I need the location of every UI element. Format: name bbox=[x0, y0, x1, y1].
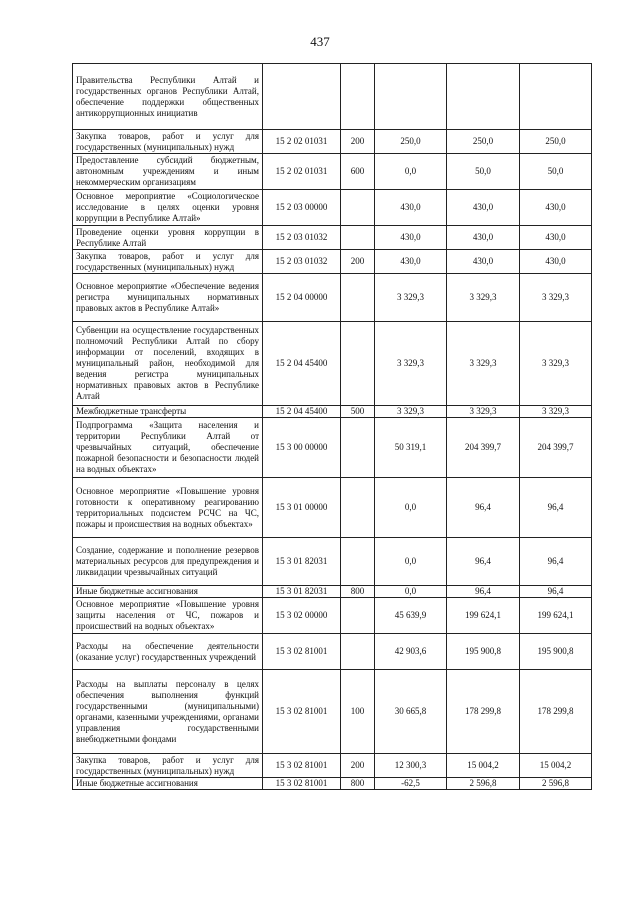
table-row bbox=[73, 64, 592, 130]
row-amount-year1: 42 903,6 bbox=[375, 634, 447, 670]
row-amount-year3: 430,0 bbox=[520, 250, 592, 274]
table-row bbox=[73, 274, 592, 322]
row-amount-year1: 3 329,3 bbox=[375, 322, 447, 406]
row-amount-year1: 430,0 bbox=[375, 226, 447, 250]
row-name: Закупка товаров, работ и услуг для государственных (муниципальных) нужд bbox=[73, 250, 263, 274]
row-name: Расходы на выплаты персоналу в целях обеспечения выполнения функций государственными (муниципальными) органами, казенными учреждениями, органами управления государственными внебюджетными фондами bbox=[73, 670, 263, 754]
table-row bbox=[73, 154, 592, 190]
table-row bbox=[73, 478, 592, 538]
row-code: 15 3 02 00000 bbox=[263, 598, 341, 634]
row-code: 15 2 02 01031 bbox=[263, 154, 341, 190]
row-name: Иные бюджетные ассигнования bbox=[73, 586, 263, 598]
row-amount-year2: 3 329,3 bbox=[447, 322, 520, 406]
row-expense-type bbox=[341, 418, 375, 478]
row-amount-year1: 12 300,3 bbox=[375, 754, 447, 778]
row-name: Закупка товаров, работ и услуг для государственных (муниципальных) нужд bbox=[73, 130, 263, 154]
table-row bbox=[73, 250, 592, 274]
row-amount-year2: 178 299,8 bbox=[447, 670, 520, 754]
row-code: 15 2 04 45400 bbox=[263, 406, 341, 418]
row-amount-year1: 30 665,8 bbox=[375, 670, 447, 754]
row-amount-year1: 0,0 bbox=[375, 586, 447, 598]
row-name: Иные бюджетные ассигнования bbox=[73, 778, 263, 790]
row-code: 15 3 01 82031 bbox=[263, 538, 341, 586]
row-expense-type bbox=[341, 634, 375, 670]
row-amount-year1: 430,0 bbox=[375, 190, 447, 226]
row-amount-year1: -62,5 bbox=[375, 778, 447, 790]
row-amount-year3: 15 004,2 bbox=[520, 754, 592, 778]
table-row bbox=[73, 538, 592, 586]
row-expense-type: 200 bbox=[341, 250, 375, 274]
row-expense-type bbox=[341, 322, 375, 406]
row-amount-year3: 3 329,3 bbox=[520, 322, 592, 406]
row-name: Субвенции на осуществление государственных полномочий Республики Алтай по сбору информации от поселений, входящих в муниципальный район, необходимой для ведения регистра муниципальных нормативных правовых актов в Республике Алтай bbox=[73, 322, 263, 406]
row-code: 15 2 03 01032 bbox=[263, 226, 341, 250]
row-code: 15 3 02 81001 bbox=[263, 634, 341, 670]
row-amount-year3: 430,0 bbox=[520, 190, 592, 226]
row-amount-year3: 250,0 bbox=[520, 130, 592, 154]
row-expense-type bbox=[341, 64, 375, 130]
row-amount-year1: 430,0 bbox=[375, 250, 447, 274]
row-name: Расходы на обеспечение деятельности (оказание услуг) государственных учреждений bbox=[73, 634, 263, 670]
row-amount-year2: 204 399,7 bbox=[447, 418, 520, 478]
row-amount-year3: 195 900,8 bbox=[520, 634, 592, 670]
row-name: Основное мероприятие «Социологическое исследование в целях оценки уровня коррупции в Республике Алтай» bbox=[73, 190, 263, 226]
row-amount-year2: 96,4 bbox=[447, 538, 520, 586]
row-code: 15 3 00 00000 bbox=[263, 418, 341, 478]
row-code: 15 3 01 00000 bbox=[263, 478, 341, 538]
row-amount-year1: 0,0 bbox=[375, 154, 447, 190]
row-name: Закупка товаров, работ и услуг для государственных (муниципальных) нужд bbox=[73, 754, 263, 778]
table-row bbox=[73, 598, 592, 634]
row-expense-type: 200 bbox=[341, 754, 375, 778]
table-row bbox=[73, 754, 592, 778]
row-amount-year1: 0,0 bbox=[375, 478, 447, 538]
table-row bbox=[73, 190, 592, 226]
row-amount-year2: 96,4 bbox=[447, 586, 520, 598]
row-expense-type: 500 bbox=[341, 406, 375, 418]
table-row bbox=[73, 670, 592, 754]
row-amount-year3: 96,4 bbox=[520, 586, 592, 598]
row-name: Предоставление субсидий бюджетным, автономным учреждениям и иным некоммерческим организациям bbox=[73, 154, 263, 190]
row-amount-year2: 96,4 bbox=[447, 478, 520, 538]
row-expense-type: 200 bbox=[341, 130, 375, 154]
row-amount-year2: 15 004,2 bbox=[447, 754, 520, 778]
row-name: Основное мероприятие «Обеспечение ведения регистра муниципальных нормативных правовых актов в Республике Алтай» bbox=[73, 274, 263, 322]
table-row bbox=[73, 634, 592, 670]
row-amount-year1: 3 329,3 bbox=[375, 406, 447, 418]
row-name: Создание, содержание и пополнение резервов материальных ресурсов для предупреждения и ликвидации чрезвычайных ситуаций bbox=[73, 538, 263, 586]
row-name: Основное мероприятие «Повышение уровня защиты населения от ЧС, пожаров и происшествий на водных объектах» bbox=[73, 598, 263, 634]
row-amount-year1 bbox=[375, 64, 447, 130]
row-code: 15 3 01 82031 bbox=[263, 586, 341, 598]
row-code: 15 2 04 00000 bbox=[263, 274, 341, 322]
row-amount-year3: 2 596,8 bbox=[520, 778, 592, 790]
row-code: 15 3 02 81001 bbox=[263, 754, 341, 778]
row-code: 15 2 03 00000 bbox=[263, 190, 341, 226]
row-amount-year3: 96,4 bbox=[520, 538, 592, 586]
row-amount-year2: 430,0 bbox=[447, 190, 520, 226]
row-name: Подпрограмма «Защита населения и территории Республики Алтай от чрезвычайных ситуаций, обеспечение пожарной безопасности и безопасности людей на водных объектах» bbox=[73, 418, 263, 478]
row-amount-year2: 195 900,8 bbox=[447, 634, 520, 670]
row-code: 15 2 02 01031 bbox=[263, 130, 341, 154]
table-row bbox=[73, 226, 592, 250]
row-amount-year3: 96,4 bbox=[520, 478, 592, 538]
row-amount-year3: 199 624,1 bbox=[520, 598, 592, 634]
row-expense-type: 100 bbox=[341, 670, 375, 754]
row-amount-year2: 430,0 bbox=[447, 250, 520, 274]
row-amount-year2: 3 329,3 bbox=[447, 274, 520, 322]
row-amount-year1: 45 639,9 bbox=[375, 598, 447, 634]
row-code: 15 2 04 45400 bbox=[263, 322, 341, 406]
row-code bbox=[263, 64, 341, 130]
table-row bbox=[73, 778, 592, 790]
row-code: 15 3 02 81001 bbox=[263, 778, 341, 790]
row-amount-year3: 204 399,7 bbox=[520, 418, 592, 478]
row-code: 15 3 02 81001 bbox=[263, 670, 341, 754]
row-expense-type bbox=[341, 226, 375, 250]
row-amount-year3: 3 329,3 bbox=[520, 406, 592, 418]
row-amount-year2: 199 624,1 bbox=[447, 598, 520, 634]
row-amount-year3: 50,0 bbox=[520, 154, 592, 190]
row-expense-type bbox=[341, 190, 375, 226]
row-name: Межбюджетные трансферты bbox=[73, 406, 263, 418]
row-amount-year3: 178 299,8 bbox=[520, 670, 592, 754]
row-amount-year1: 250,0 bbox=[375, 130, 447, 154]
row-code: 15 2 03 01032 bbox=[263, 250, 341, 274]
row-expense-type: 600 bbox=[341, 154, 375, 190]
row-name: Основное мероприятие «Повышение уровня готовности к оперативному реагированию территориальных подсистем РСЧС на ЧС, пожары и происшествия на водных объектах» bbox=[73, 478, 263, 538]
row-amount-year3 bbox=[520, 64, 592, 130]
row-expense-type: 800 bbox=[341, 586, 375, 598]
row-amount-year2: 3 329,3 bbox=[447, 406, 520, 418]
row-amount-year1: 50 319,1 bbox=[375, 418, 447, 478]
row-expense-type bbox=[341, 538, 375, 586]
row-amount-year2 bbox=[447, 64, 520, 130]
table-row bbox=[73, 418, 592, 478]
row-amount-year2: 50,0 bbox=[447, 154, 520, 190]
row-amount-year1: 3 329,3 bbox=[375, 274, 447, 322]
row-expense-type bbox=[341, 478, 375, 538]
row-amount-year3: 3 329,3 bbox=[520, 274, 592, 322]
table-row bbox=[73, 322, 592, 406]
row-amount-year3: 430,0 bbox=[520, 226, 592, 250]
row-expense-type: 800 bbox=[341, 778, 375, 790]
table-row bbox=[73, 130, 592, 154]
table-row bbox=[73, 586, 592, 598]
row-amount-year2: 250,0 bbox=[447, 130, 520, 154]
page-number: 437 bbox=[310, 34, 330, 49]
row-name: Правительства Республики Алтай и государственных органов Республики Алтай, обеспечение поддержки общественных антикоррупционных инициатив bbox=[73, 64, 263, 130]
table-row bbox=[73, 406, 592, 418]
row-expense-type bbox=[341, 274, 375, 322]
row-amount-year1: 0,0 bbox=[375, 538, 447, 586]
row-name: Проведение оценки уровня коррупции в Республике Алтай bbox=[73, 226, 263, 250]
row-amount-year2: 2 596,8 bbox=[447, 778, 520, 790]
row-expense-type bbox=[341, 598, 375, 634]
budget-table bbox=[72, 63, 592, 790]
row-amount-year2: 430,0 bbox=[447, 226, 520, 250]
